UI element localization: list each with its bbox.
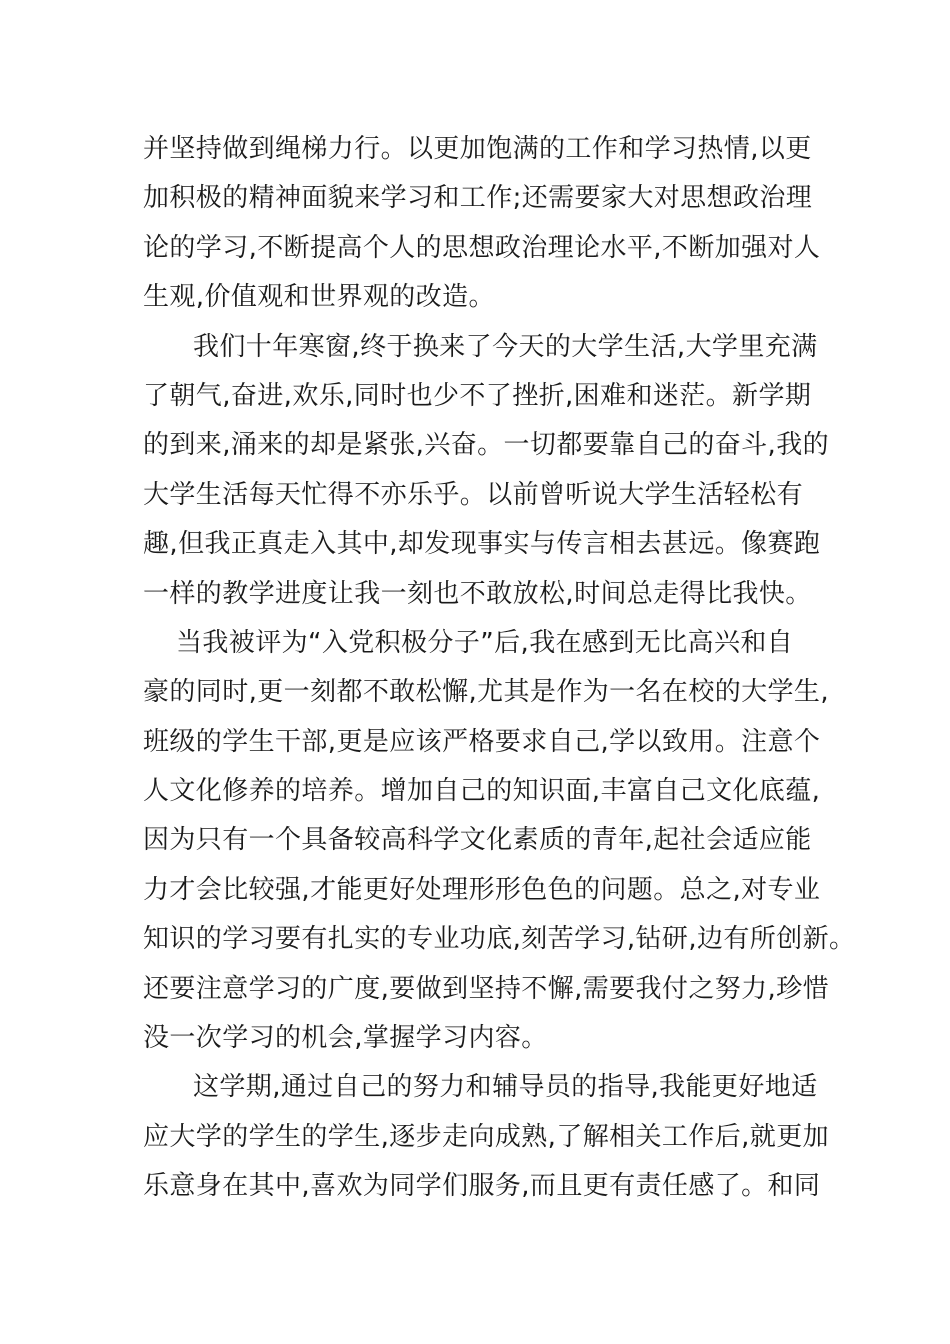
text-line: 的到来,涌来的却是紧张,兴奋。一切都要靠自己的奋斗,我的	[143, 430, 829, 461]
text-line: 班级的学生干部,更是应该严格要求自己,学以致用。注意个	[143, 726, 821, 757]
text-line: 这学期,通过自己的努力和辅导员的指导,我能更好地适	[193, 1072, 818, 1103]
text-line: 论的学习,不断提高个人的思想政治理论水平,不断加强对人	[143, 232, 821, 263]
paragraph-1	[143, 125, 821, 323]
text-line: 并坚持做到绳梯力行。以更加饱满的工作和学习热情,以更	[143, 134, 812, 164]
text-line: 大学生活每天忙得不亦乐乎。以前曾听说大学生活轻松有	[143, 479, 804, 510]
text-line: 知识的学习要有扎实的专业功底,刻苦学习,钻研,边有所创新。	[143, 924, 856, 955]
text-line: 没一次学习的机会,掌握学习内容。	[143, 1023, 548, 1054]
body-text	[143, 125, 856, 1212]
text-line: 当我被评为“入党积极分子”后,我在感到无比高兴和自	[176, 627, 794, 658]
text-line: 乐意身在其中,喜欢为同学们服务,而且更有责任感了。和同	[143, 1171, 821, 1202]
text-line: 力才会比较强,才能更好处理形形色色的问题。总之,对专业	[143, 874, 821, 905]
text-line: 还要注意学习的广度,要做到坚持不懈,需要我付之努力,珍惜	[143, 973, 829, 1004]
text-line: 我们十年寒窗,终于换来了今天的大学生活,大学里充满	[193, 331, 818, 362]
text-line: 生观,价值观和世界观的改造。	[143, 282, 495, 313]
paragraph-2	[143, 323, 829, 619]
text-line: 应大学的学生的学生,逐步走向成熟,了解相关工作后,就更加	[143, 1121, 829, 1152]
text-line: 加积极的精神面貌来学习和工作;还需要家大对思想政治理	[143, 183, 813, 214]
paragraph-3	[143, 619, 856, 1064]
text-line: 人文化修养的培养。增加自己的知识面,丰富自己文化底蕴,	[143, 776, 821, 807]
paragraph-4	[143, 1063, 829, 1211]
text-line: 了朝气,奋进,欢乐,同时也少不了挫折,困难和迷茫。新学期	[143, 380, 812, 411]
text-line: 因为只有一个具备较高科学文化素质的青年,起社会适应能	[143, 825, 812, 856]
text-line: 豪的同时,更一刻都不敢松懈,尤其是作为一名在校的大学生,	[143, 677, 829, 708]
text-line: 趣,但我正真走入其中,却发现事实与传言相去甚远。像赛跑	[143, 529, 821, 560]
text-line: 一样的教学进度让我一刻也不敢放松,时间总走得比我快。	[143, 578, 812, 609]
